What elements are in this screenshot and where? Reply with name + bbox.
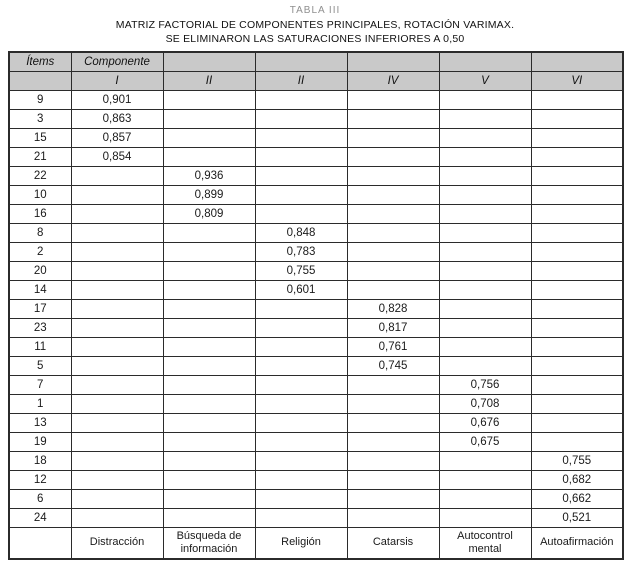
table-row bbox=[9, 451, 623, 470]
loading-value-cell bbox=[71, 299, 163, 318]
loading-value-cell bbox=[71, 375, 163, 394]
loading-value-cell: 0,761 bbox=[347, 337, 439, 356]
loading-value-cell bbox=[439, 223, 531, 242]
loading-value-cell bbox=[163, 356, 255, 375]
loading-value-cell bbox=[255, 394, 347, 413]
loading-value-cell bbox=[347, 109, 439, 128]
loading-value-cell: 0,817 bbox=[347, 318, 439, 337]
loading-value-cell bbox=[71, 204, 163, 223]
loading-value-cell: 0,682 bbox=[531, 470, 623, 489]
header-empty-cell bbox=[255, 52, 347, 71]
table-row bbox=[9, 299, 623, 318]
item-number-cell: 18 bbox=[9, 451, 71, 470]
loading-value-cell bbox=[71, 470, 163, 489]
loading-value-cell: 0,828 bbox=[347, 299, 439, 318]
loading-value-cell bbox=[163, 147, 255, 166]
loading-value-cell bbox=[531, 166, 623, 185]
loading-value-cell bbox=[439, 109, 531, 128]
table-row bbox=[9, 489, 623, 508]
table-row bbox=[9, 90, 623, 109]
loading-value-cell bbox=[531, 413, 623, 432]
loading-value-cell bbox=[347, 280, 439, 299]
loading-value-cell bbox=[255, 185, 347, 204]
loading-value-cell bbox=[163, 223, 255, 242]
loading-value-cell bbox=[347, 470, 439, 489]
loading-value-cell bbox=[71, 318, 163, 337]
item-number-cell: 11 bbox=[9, 337, 71, 356]
loading-value-cell bbox=[531, 147, 623, 166]
loading-value-cell bbox=[255, 432, 347, 451]
loading-value-cell bbox=[347, 128, 439, 147]
item-number-cell: 20 bbox=[9, 261, 71, 280]
factor-labels-row bbox=[9, 527, 623, 559]
item-number-cell: 5 bbox=[9, 356, 71, 375]
table-row bbox=[9, 413, 623, 432]
loading-value-cell bbox=[163, 375, 255, 394]
loading-value-cell bbox=[71, 451, 163, 470]
factor-label-cell: Catarsis bbox=[347, 527, 439, 559]
item-number-cell: 16 bbox=[9, 204, 71, 223]
loading-value-cell bbox=[163, 261, 255, 280]
factor-label-cell: Autoafirmación bbox=[531, 527, 623, 559]
table-row bbox=[9, 356, 623, 375]
loading-value-cell bbox=[439, 128, 531, 147]
loading-value-cell bbox=[531, 128, 623, 147]
loading-value-cell: 0,755 bbox=[255, 261, 347, 280]
table-body bbox=[9, 90, 623, 527]
table-row bbox=[9, 394, 623, 413]
header-empty-cell bbox=[163, 52, 255, 71]
loading-value-cell bbox=[71, 413, 163, 432]
loading-value-cell bbox=[531, 185, 623, 204]
loading-value-cell: 0,755 bbox=[531, 451, 623, 470]
item-number-cell: 22 bbox=[9, 166, 71, 185]
loading-value-cell bbox=[531, 109, 623, 128]
table-row bbox=[9, 147, 623, 166]
loading-value-cell bbox=[347, 394, 439, 413]
header-row-labels bbox=[9, 52, 623, 71]
loading-value-cell bbox=[255, 204, 347, 223]
table-row bbox=[9, 109, 623, 128]
header-empty-cell bbox=[439, 52, 531, 71]
loading-value-cell: 0,901 bbox=[71, 90, 163, 109]
loading-value-cell: 0,601 bbox=[255, 280, 347, 299]
loading-value-cell bbox=[347, 166, 439, 185]
table-row bbox=[9, 204, 623, 223]
loading-value-cell bbox=[255, 147, 347, 166]
item-number-cell: 23 bbox=[9, 318, 71, 337]
loading-value-cell bbox=[439, 318, 531, 337]
header-empty-cell bbox=[531, 52, 623, 71]
loading-value-cell: 0,783 bbox=[255, 242, 347, 261]
header-empty-cell bbox=[347, 52, 439, 71]
item-number-cell: 1 bbox=[9, 394, 71, 413]
table-row bbox=[9, 375, 623, 394]
loading-value-cell bbox=[347, 451, 439, 470]
loading-value-cell: 0,899 bbox=[163, 185, 255, 204]
loading-value-cell: 0,857 bbox=[71, 128, 163, 147]
item-number-cell: 6 bbox=[9, 489, 71, 508]
loading-value-cell bbox=[163, 128, 255, 147]
item-number-cell: 3 bbox=[9, 109, 71, 128]
loading-value-cell: 0,521 bbox=[531, 508, 623, 527]
loading-value-cell bbox=[439, 508, 531, 527]
loading-value-cell bbox=[439, 147, 531, 166]
table-row bbox=[9, 261, 623, 280]
loading-value-cell bbox=[531, 90, 623, 109]
loading-value-cell bbox=[531, 242, 623, 261]
loading-value-cell bbox=[163, 90, 255, 109]
loading-value-cell bbox=[255, 166, 347, 185]
loading-value-cell bbox=[531, 356, 623, 375]
table-row bbox=[9, 470, 623, 489]
loading-value-cell bbox=[71, 337, 163, 356]
loading-value-cell bbox=[347, 223, 439, 242]
loading-value-cell bbox=[163, 470, 255, 489]
loading-value-cell bbox=[163, 280, 255, 299]
item-number-cell: 14 bbox=[9, 280, 71, 299]
item-number-cell: 19 bbox=[9, 432, 71, 451]
loading-value-cell bbox=[255, 508, 347, 527]
loading-value-cell: 0,848 bbox=[255, 223, 347, 242]
loading-value-cell: 0,756 bbox=[439, 375, 531, 394]
component-header-4: IV bbox=[347, 71, 439, 90]
loading-value-cell bbox=[163, 394, 255, 413]
loading-value-cell bbox=[71, 432, 163, 451]
loading-value-cell bbox=[347, 508, 439, 527]
table-row bbox=[9, 242, 623, 261]
loading-value-cell bbox=[163, 508, 255, 527]
loading-value-cell bbox=[439, 280, 531, 299]
loading-value-cell bbox=[531, 223, 623, 242]
loading-value-cell: 0,854 bbox=[71, 147, 163, 166]
loading-value-cell bbox=[531, 318, 623, 337]
loading-value-cell bbox=[439, 90, 531, 109]
item-number-cell: 13 bbox=[9, 413, 71, 432]
loading-value-cell bbox=[347, 261, 439, 280]
loading-value-cell bbox=[255, 489, 347, 508]
loading-value-cell bbox=[71, 242, 163, 261]
loading-value-cell bbox=[531, 432, 623, 451]
item-number-cell: 10 bbox=[9, 185, 71, 204]
table-title-line2: SE ELIMINARON LAS SATURACIONES INFERIORES A 0,50 bbox=[165, 32, 465, 45]
component-header-2: II bbox=[163, 71, 255, 90]
table-label: TABLA III bbox=[289, 5, 341, 16]
factor-matrix-table bbox=[8, 51, 624, 560]
loading-value-cell bbox=[163, 489, 255, 508]
table-row bbox=[9, 432, 623, 451]
loading-value-cell bbox=[255, 299, 347, 318]
item-number-cell: 15 bbox=[9, 128, 71, 147]
loading-value-cell bbox=[347, 413, 439, 432]
loading-value-cell bbox=[439, 356, 531, 375]
loading-value-cell bbox=[255, 470, 347, 489]
loading-value-cell bbox=[163, 432, 255, 451]
loading-value-cell bbox=[347, 242, 439, 261]
loading-value-cell: 0,662 bbox=[531, 489, 623, 508]
loading-value-cell bbox=[347, 375, 439, 394]
loading-value-cell bbox=[531, 261, 623, 280]
loading-value-cell: 0,863 bbox=[71, 109, 163, 128]
loading-value-cell bbox=[347, 185, 439, 204]
loading-value-cell bbox=[71, 508, 163, 527]
loading-value-cell bbox=[439, 242, 531, 261]
component-header-5: V bbox=[439, 71, 531, 90]
component-header-6: VI bbox=[531, 71, 623, 90]
loading-value-cell bbox=[531, 280, 623, 299]
table-caption bbox=[0, 0, 630, 46]
loading-value-cell bbox=[439, 166, 531, 185]
table-row bbox=[9, 185, 623, 204]
loading-value-cell bbox=[347, 90, 439, 109]
item-number-cell: 17 bbox=[9, 299, 71, 318]
loading-value-cell bbox=[255, 413, 347, 432]
loading-value-cell bbox=[163, 242, 255, 261]
loading-value-cell bbox=[255, 90, 347, 109]
component-header-3: II bbox=[255, 71, 347, 90]
table-row bbox=[9, 318, 623, 337]
factor-label-cell: Búsqueda de información bbox=[163, 527, 255, 559]
loading-value-cell bbox=[439, 204, 531, 223]
loading-value-cell bbox=[439, 337, 531, 356]
loading-value-cell: 0,936 bbox=[163, 166, 255, 185]
loading-value-cell bbox=[163, 109, 255, 128]
item-number-cell: 2 bbox=[9, 242, 71, 261]
loading-value-cell: 0,708 bbox=[439, 394, 531, 413]
component-header-1: I bbox=[71, 71, 163, 90]
loading-value-cell bbox=[347, 204, 439, 223]
table-row bbox=[9, 128, 623, 147]
loading-value-cell bbox=[71, 489, 163, 508]
loading-value-cell bbox=[163, 413, 255, 432]
loading-value-cell bbox=[71, 261, 163, 280]
table-title-line1: MATRIZ FACTORIAL DE COMPONENTES PRINCIPALES, ROTACIÓN VARIMAX. bbox=[115, 19, 515, 31]
loading-value-cell bbox=[439, 489, 531, 508]
loading-value-cell bbox=[439, 299, 531, 318]
loading-value-cell bbox=[439, 185, 531, 204]
loading-value-cell bbox=[531, 337, 623, 356]
table-row bbox=[9, 223, 623, 242]
loading-value-cell bbox=[71, 356, 163, 375]
loading-value-cell bbox=[531, 375, 623, 394]
loading-value-cell bbox=[347, 147, 439, 166]
loading-value-cell bbox=[163, 337, 255, 356]
loading-value-cell bbox=[71, 185, 163, 204]
loading-value-cell bbox=[255, 337, 347, 356]
item-number-cell: 7 bbox=[9, 375, 71, 394]
loading-value-cell bbox=[71, 223, 163, 242]
loading-value-cell bbox=[71, 280, 163, 299]
header-row-components bbox=[9, 71, 623, 90]
loading-value-cell bbox=[531, 394, 623, 413]
loading-value-cell bbox=[255, 109, 347, 128]
loading-value-cell bbox=[255, 451, 347, 470]
loading-value-cell bbox=[255, 318, 347, 337]
table-row bbox=[9, 337, 623, 356]
loading-value-cell bbox=[255, 356, 347, 375]
item-number-cell: 21 bbox=[9, 147, 71, 166]
loading-value-cell: 0,675 bbox=[439, 432, 531, 451]
loading-value-cell: 0,809 bbox=[163, 204, 255, 223]
loading-value-cell bbox=[439, 470, 531, 489]
loading-value-cell: 0,676 bbox=[439, 413, 531, 432]
loading-value-cell bbox=[163, 318, 255, 337]
loading-value-cell bbox=[255, 375, 347, 394]
item-number-cell: 8 bbox=[9, 223, 71, 242]
loading-value-cell bbox=[163, 451, 255, 470]
loading-value-cell bbox=[531, 204, 623, 223]
table-row bbox=[9, 166, 623, 185]
componente-header: Componente bbox=[71, 52, 163, 71]
loading-value-cell bbox=[71, 166, 163, 185]
factor-label-cell: Religión bbox=[255, 527, 347, 559]
item-number-cell: 12 bbox=[9, 470, 71, 489]
table-row bbox=[9, 280, 623, 299]
footer-empty-cell bbox=[9, 527, 71, 559]
item-number-cell: 9 bbox=[9, 90, 71, 109]
loading-value-cell bbox=[255, 128, 347, 147]
loading-value-cell bbox=[531, 299, 623, 318]
loading-value-cell bbox=[71, 394, 163, 413]
table-row bbox=[9, 508, 623, 527]
loading-value-cell: 0,745 bbox=[347, 356, 439, 375]
factor-label-cell: Distracción bbox=[71, 527, 163, 559]
factor-label-cell: Autocontrol mental bbox=[439, 527, 531, 559]
item-number-cell: 24 bbox=[9, 508, 71, 527]
loading-value-cell bbox=[439, 451, 531, 470]
loading-value-cell bbox=[163, 299, 255, 318]
loading-value-cell bbox=[347, 489, 439, 508]
header-empty-cell bbox=[9, 71, 71, 90]
items-header: Ítems bbox=[9, 52, 71, 71]
loading-value-cell bbox=[439, 261, 531, 280]
loading-value-cell bbox=[347, 432, 439, 451]
